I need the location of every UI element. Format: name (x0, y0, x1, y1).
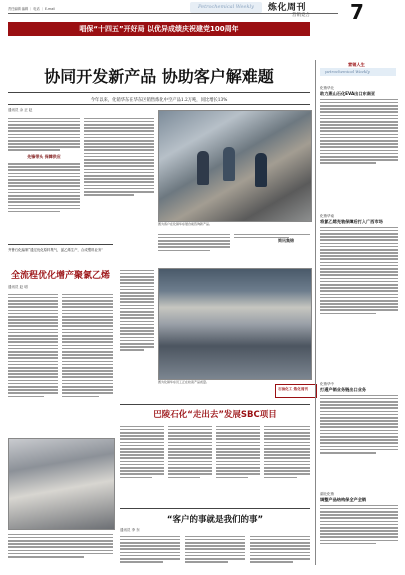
lead-photo (158, 110, 312, 222)
customer-headline: “客户的事就是我们的事” (166, 515, 264, 525)
right-badge: 营销人生 (348, 62, 365, 67)
second-body-col-2 (62, 292, 113, 399)
page-number: 7 (350, 0, 364, 24)
banner (8, 22, 310, 36)
right-item-title: 打通产销业务链出口业务 (320, 387, 367, 392)
divider (8, 244, 113, 245)
second-headline: 全流程优化增产聚氯乙烯 (10, 271, 110, 281)
second-photo (8, 438, 115, 530)
section-name: 营销竞合 (292, 13, 310, 18)
right-item (320, 86, 398, 166)
second-body-col-1 (8, 292, 58, 399)
weekly-stamp-text: 石油化工 炼化周刊 (278, 387, 309, 391)
sbc-body-col-3 (216, 424, 260, 480)
customer-body-col-2 (185, 534, 245, 564)
right-badge-sub-text: petrochemical Weekly (325, 69, 370, 74)
right-item-title: 调整产品结构保全产全销 (320, 497, 367, 502)
weekly-logo-text: Petrochemical Weekly (198, 4, 254, 10)
paper-name: 炼化周刊 (268, 3, 307, 13)
customer-body-col-1 (120, 534, 180, 564)
banner-text: 唱保“十四五”开好局 以优异成绩庆祝建党100周年 (79, 25, 239, 33)
right-item (320, 214, 398, 316)
right-item-kicker: 化销华中 (320, 382, 334, 386)
middle-photo-caption: 图为化销华东员工正在检查产品质量。 (158, 380, 210, 384)
divider (120, 508, 310, 509)
sbc-body-col-4 (264, 424, 310, 480)
lead-body-col-2 (84, 116, 154, 197)
lead-body-col-1 (8, 116, 80, 214)
weekly-logo (190, 2, 262, 13)
right-badge-sub (320, 68, 396, 76)
second-body-tail (8, 532, 113, 559)
divider (8, 104, 310, 105)
middle-photo (158, 268, 312, 380)
right-item-kicker: 化销华北 (320, 86, 334, 90)
divider (8, 92, 310, 93)
lead-subhead: 今年以来，化销华东在华东区销售炼化中空产品1.2万吨，同比增长13% (90, 98, 228, 103)
second-byline: 通讯员 赵 明 (8, 285, 28, 289)
lead-headline: 协同开发新产品 协助客户解难题 (44, 67, 274, 86)
customer-body-col-3 (250, 534, 310, 564)
sbc-body-col-2 (168, 424, 212, 480)
right-item-title: 助力燕山石化EVA出口东南亚 (320, 91, 376, 96)
right-item-title: 将氯乙烯充装保障后打入广西市场 (320, 219, 383, 224)
lead-photo-caption: 图为客户在化销华东展台前咨询新产品。 (158, 222, 213, 226)
right-item-kicker: 湖北化销 (320, 492, 334, 496)
divider (120, 404, 310, 405)
right-item (320, 382, 398, 455)
right-item-kicker: 化销华南 (320, 214, 334, 218)
right-item (320, 492, 398, 546)
sbc-headline: 巴陵石化“走出去”发展SBC项目 (153, 410, 277, 420)
brief-label: 简讯集锦 (278, 238, 294, 243)
sbc-body-col-1 (120, 424, 164, 480)
lead-byline: 通讯员 余 正 赵 (8, 108, 33, 112)
lead-subheading: 先锋带头 保障供应 (27, 154, 61, 160)
middle-body-col (120, 268, 154, 352)
weekly-stamp-logo (275, 384, 317, 398)
lead-body-col-3 (158, 232, 230, 253)
second-intro: 齐鲁石化编制“通过优化原料集气，氯乙烯生产，合成塑料业务” (8, 248, 104, 252)
header-meta: 责任编辑 编辑 ｜ 电话 ｜ E-mail (8, 7, 55, 11)
customer-byline: 通讯员 李 东 (120, 528, 140, 532)
